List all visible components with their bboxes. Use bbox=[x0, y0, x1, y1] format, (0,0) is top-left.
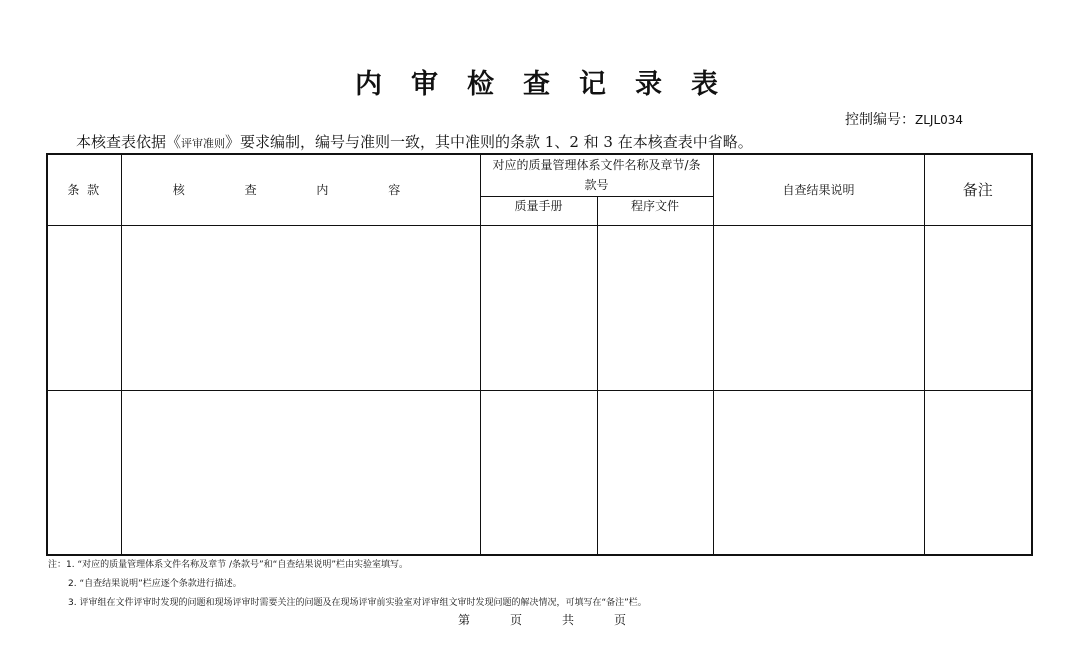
header-quality-manual: 质量手册 bbox=[480, 196, 597, 225]
cell-check-content[interactable] bbox=[121, 390, 480, 555]
page-footer bbox=[458, 611, 666, 628]
intro-text bbox=[76, 131, 753, 152]
note-2: 2. “自查结果说明”栏应逐个条款进行描述。 bbox=[68, 579, 242, 589]
page-title: 内审检查记录表 bbox=[355, 69, 747, 100]
total-label: 共 bbox=[562, 613, 575, 627]
cell-clause[interactable] bbox=[47, 390, 121, 555]
header-procedure-docs: 程序文件 bbox=[597, 196, 713, 225]
control-number-label: 控制编号： bbox=[845, 112, 915, 128]
header-qms-docs: 对应的质量管理体系文件名称及章节/条款号 bbox=[480, 154, 713, 196]
header-clause: 条 款 bbox=[47, 154, 121, 225]
cell-procedure-docs[interactable] bbox=[597, 390, 713, 555]
note-1: 注：1. “对应的质量管理体系文件名称及章节 /条款号”和“自查结果说明”栏由实验室填写。 bbox=[48, 560, 408, 570]
cell-remark[interactable] bbox=[924, 225, 1032, 390]
note-3: 3. 评审组在文件评审时发现的问题和现场评审时需要关注的问题及在现场评审前实验室对评审组文审时发现问题的解决情况，可填写在“备注”栏。 bbox=[68, 598, 647, 608]
header-self-check-result: 自查结果说明 bbox=[713, 154, 924, 225]
total-unit: 页 bbox=[614, 613, 627, 627]
notes bbox=[48, 556, 647, 613]
control-number bbox=[845, 109, 963, 129]
cell-clause[interactable] bbox=[47, 225, 121, 390]
header-remark: 备注 bbox=[924, 154, 1032, 225]
page-unit: 页 bbox=[510, 613, 523, 627]
intro-part2: 》要求编制，编号与准则一致，其中准则的条款 1、2 和 3 在本核查表中省略。 bbox=[225, 133, 753, 151]
cell-check-content[interactable] bbox=[121, 225, 480, 390]
cell-quality-manual[interactable] bbox=[480, 225, 597, 390]
cell-self-check-result[interactable] bbox=[713, 390, 924, 555]
intro-part1: 本核查表依据《 bbox=[76, 133, 182, 151]
header-check-content: 核 查 内 容 bbox=[121, 154, 480, 225]
control-number-code: ZLJL034 bbox=[915, 113, 964, 127]
page-label: 第 bbox=[458, 613, 471, 627]
table-row bbox=[47, 390, 1032, 555]
intro-standard-name: 评审准则 bbox=[181, 137, 226, 150]
cell-quality-manual[interactable] bbox=[480, 390, 597, 555]
cell-self-check-result[interactable] bbox=[713, 225, 924, 390]
table-row bbox=[47, 225, 1032, 390]
check-record-table bbox=[46, 153, 1033, 556]
cell-procedure-docs[interactable] bbox=[597, 225, 713, 390]
cell-remark[interactable] bbox=[924, 390, 1032, 555]
